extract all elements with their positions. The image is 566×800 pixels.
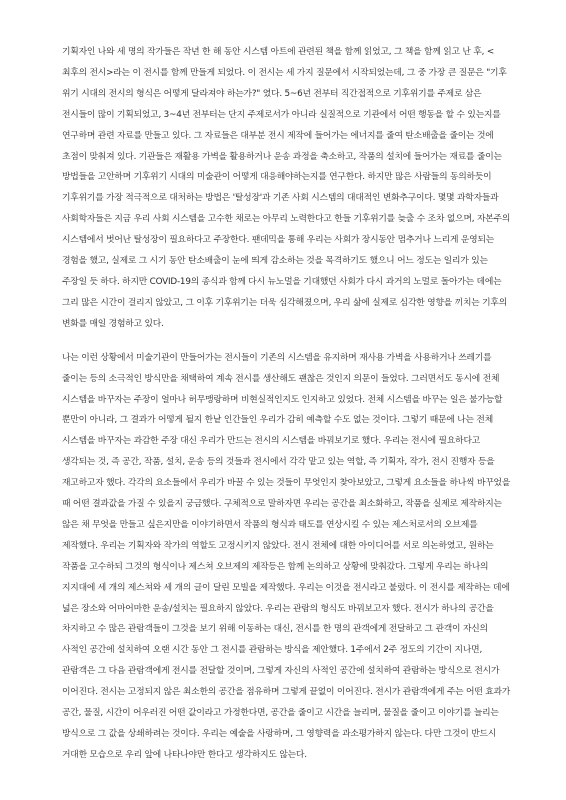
document-body [62,42,512,766]
paragraph-1: 기획자인 나와 세 명의 작가들은 작년 한 해 동안 시스템 아트에 관련된 책을 함께 읽었고, 그 책을 함께 읽고 난 후, <최후의 전시>라는 이 전시를 함께 만들게 되었다. 이 전시는 세 가지 질문에서 시작되었는데, 그 중 가장 큰 질문은 "기후 위기 시대의 전시의 형식은 어떻게 달라져야 하는가?" 였다. 5~6년 전부터 직간접적으로 기후위기를 주제로 삼은 전시들이 많이 기획되었고, 3~4년 전부터는 단지 주제로서가 아니라 실질적으로 기관에서 어떤 행동을 할 수 있는지를 연구하며 관련 자료를 만들고 있다. 그 자료들은 대부분 전시 제작에 들어가는 에너지를 줄여 탄소배출을 줄이는 것에 초점이 맞춰져 있다. 기관들은 재활용 가벽을 활용하거나 운송 과정을 축소하고, 작품의 설치에 들어가는 재료를 줄이는 방법들을 고안하며 기후위기 시대의 미술관이 어떻게 대응해야하는지를 연구한다. 하지만 많은 사람들의 동의하듯이 기후위기를 가장 적극적으로 대처하는 방법은 '탈성장'과 기존 사회 시스템의 대대적인 변화추구이다. 몇몇 과학자들과 사회학자들은 지금 우리 사회 시스템을 고수한 채로는 아무리 노력한다고 한들 기후위기를 늦출 수 조차 없으며, 자본주의 시스템에서 벗어난 탈성장이 필요하다고 주장한다. 팬데믹을 통해 우리는 사회가 장시동안 멈추거나 느리게 운영되는 경험을 했고, 실제로 그 시기 동안 탄소배출이 눈에 띄게 감소하는 것을 목격하기도 했으니 어느 정도는 일리가 있는 주장일 듯 하다. 하지만 COVID-19의 종식과 함께 다시 뉴노멀을 기대했던 사회가 다시 과거의 노멀로 돌아가는 데에는 그리 많은 시간이 걸리지 않았고, 그 이후 기후위기는 더욱 심각해졌으며, 우리 삶에 실제로 심각한 영향을 끼치는 기후의 변화를 매일 경험하고 있다. [62,47,511,329]
paragraph-2: 나는 이런 상황에서 미술기관이 만들어가는 전시들이 기존의 시스템을 유지하며 재사용 가벽을 사용하거나 쓰레기를 줄이는 등의 소극적인 방식만을 채택하여 계속 전시를 생산해도 괜찮은 것인지 의문이 들었다. 그러면서도 동시에 전체 시스템을 바꾸자는 주장이 얼마나 허무맹랑하며 비현실적인지도 인지하고 있었다. 전체 시스템을 바꾸는 일은 불가능할 뿐만이 아니라, 그 결과가 어떻게 될지 한낱 인간들인 우리가 감히 예측할 수도 없는 것이다. 그렇기 때문에 나는 전체 시스템을 바꾸자는 과감한 주장 대신 우리가 만드는 전시의 시스템을 바꿔보기로 했다. 우리는 전시에 필요하다고 생각되는 것, 즉 공간, 작품, 설치, 운송 등의 것들과 전시에서 각각 맡고 있는 역할, 즉 기획자, 작가, 전시 진행자 등을 재고하고자 했다. 각각의 요소들에서 우리가 바꿀 수 있는 것들이 무엇인지 찾아보았고, 그렇게 요소들을 하나씩 바꾸었을 때 어떤 결과값을 가질 수 있을지 궁금했다. 구체적으로 말하자면 우리는 공간을 최소화하고, 작품을 실제로 제작하지는 않은 채 무엇을 만들고 싶은지만을 이야기하면서 작품의 형식과 태도를 연상시킬 수 있는 제스처로서의 오브제를 제작했다. 우리는 기획자와 작가의 역할도 고정시키지 않았다. 전시 전체에 대한 아이디어를 서로 의논하였고, 원하는 작품을 고수하되 그것의 형식이나 제스쳐 오브제의 제작등은 함께 논의하고 상황에 맞춰갔다. 그렇게 우리는 하나의 지지대에 세 개의 제스쳐와 세 개의 글이 달린 모빌을 제작했다. 우리는 이것을 전시라고 불렀다. 이 전시를 제작하는 데에 넓은 장소와 어마어마한 운송/설치는 필요하지 않았다. 우리는 관람의 형식도 바꿔보고자 했다. 전시가 하나의 공간을 차지하고 수 많은 관람객들이 그것을 보기 위해 이동하는 대신, 전시를 한 명의 관객에게 전달하고 그 관객이 자신의 사적인 공간에 설치하여 오랜 시간 동안 그 전시를 관람하는 방식을 제안했다. 1주에서 2주 정도의 기간이 지나면, 관람객은 그 다음 관람객에게 전시를 전달할 것이며, 그렇게 자신의 사적인 공간에 설치하여 관람하는 방식으로 전시가 이어진다. 전시는 고정되지 않은 최소한의 공간을 점유하며 그렇게 끝없이 이어진다. 전시가 관람객에게 주는 어떤 효과가 공간, 물질, 시간이 어우러진 어떤 값이라고 가정한다면, 공간을 줄이고 시간을 늘리며, 물질을 줄이고 이야기를 늘리는 방식으로 그 값을 상쇄하려는 것이다. 우리는 예술을 사랑하며, 그 영향력을 과소평가하지 않는다. 다만 그것이 반드시 거대한 모습으로 우리 앞에 나타나야만 한다고 생각하지도 않는다. [62,352,511,760]
